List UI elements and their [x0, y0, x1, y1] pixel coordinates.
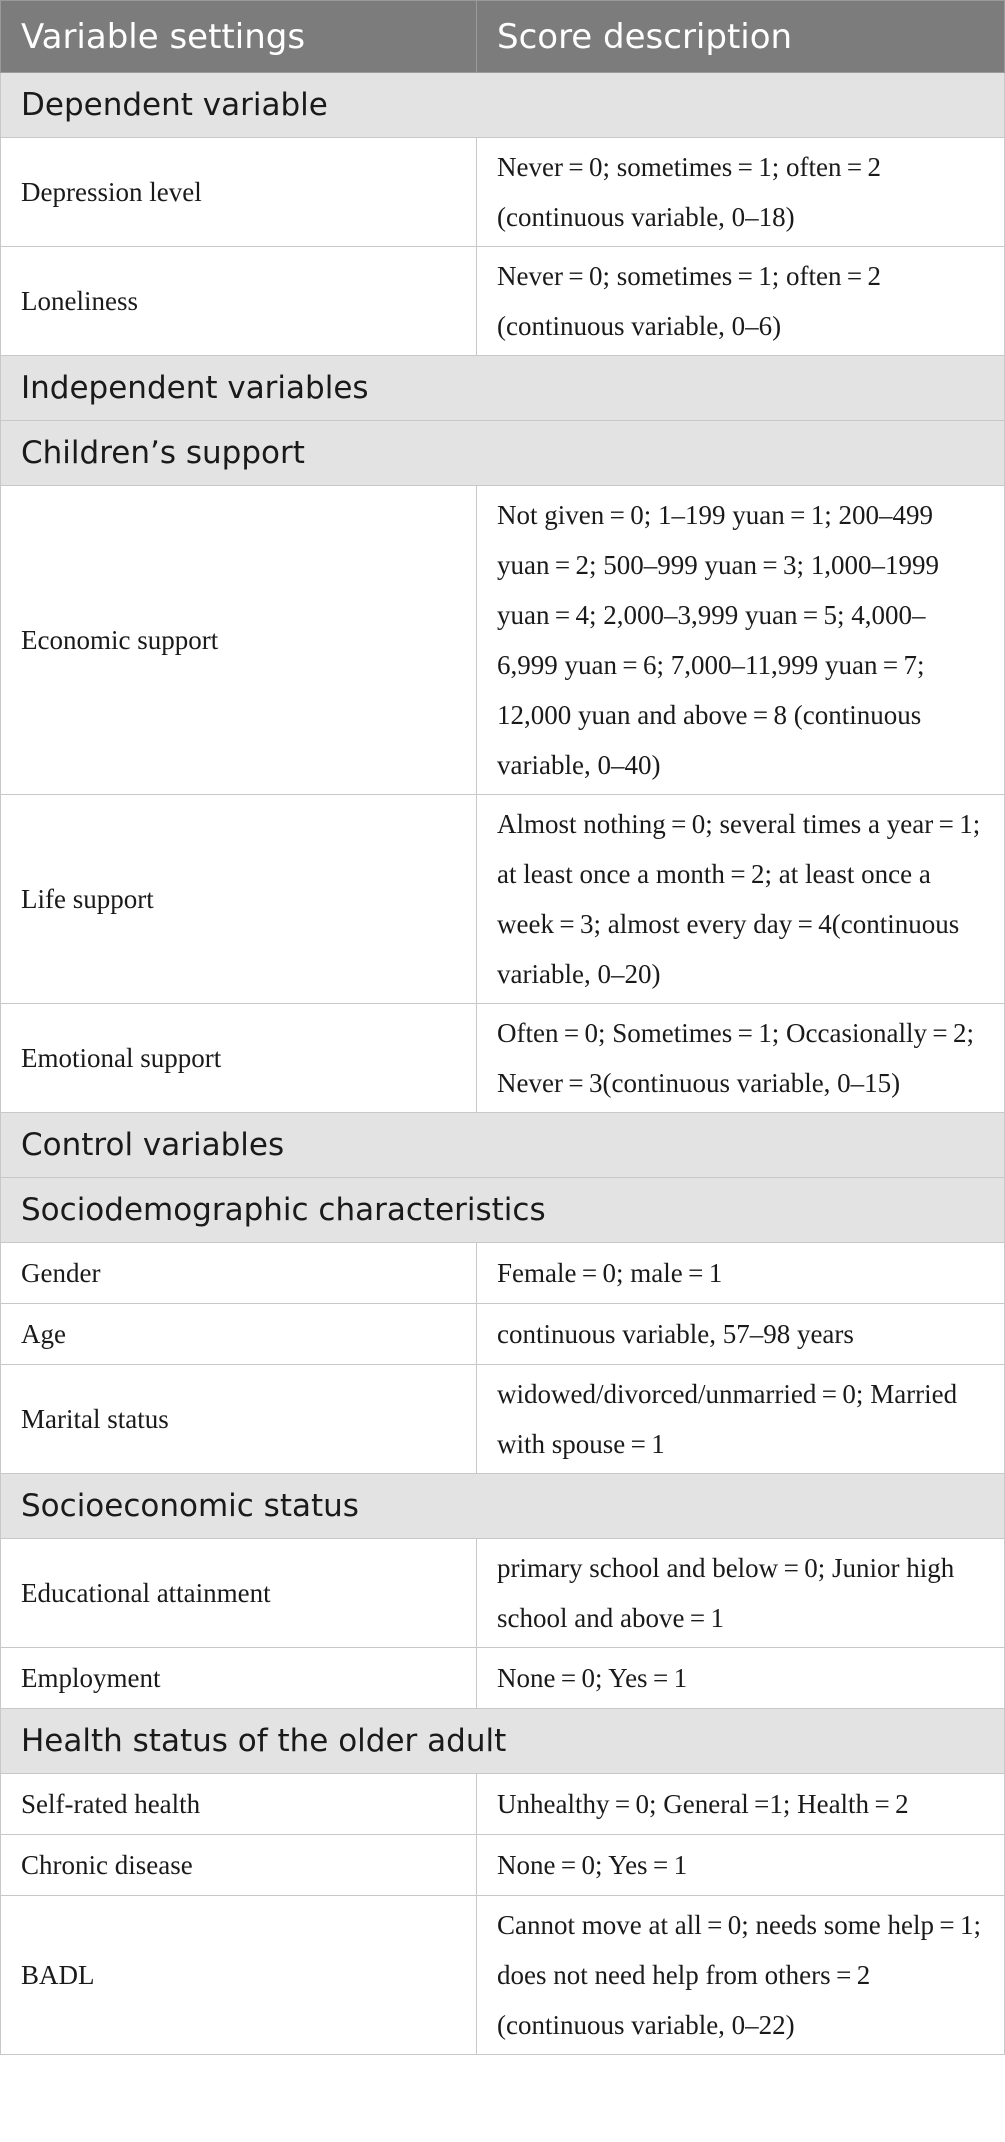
- variable-cell: Depression level: [1, 138, 477, 247]
- description-cell: Female = 0; male = 1: [477, 1243, 1005, 1304]
- table-row: [1, 1774, 1005, 1835]
- description-cell: Unhealthy = 0; General =1; Health = 2: [477, 1774, 1005, 1835]
- variable-cell: BADL: [1, 1896, 477, 2055]
- description-cell: None = 0; Yes = 1: [477, 1648, 1005, 1709]
- section-label: Independent variables: [1, 356, 1005, 421]
- description-cell: None = 0; Yes = 1: [477, 1835, 1005, 1896]
- description-cell: continuous variable, 57–98 years: [477, 1304, 1005, 1365]
- section-label: Sociodemographic characteristics: [1, 1178, 1005, 1243]
- table-row: [1, 1304, 1005, 1365]
- section-row: [1, 1113, 1005, 1178]
- description-cell: Never = 0; sometimes = 1; often = 2 (continuous variable, 0–6): [477, 247, 1005, 356]
- section-label: Socioeconomic status: [1, 1474, 1005, 1539]
- variable-cell: Chronic disease: [1, 1835, 477, 1896]
- section-row: [1, 421, 1005, 486]
- variable-cell: Self-rated health: [1, 1774, 477, 1835]
- variable-cell: Loneliness: [1, 247, 477, 356]
- description-cell: Cannot move at all = 0; needs some help = 1; does not need help from others = 2 (continuous variable, 0–22): [477, 1896, 1005, 2055]
- variable-cell: Educational attainment: [1, 1539, 477, 1648]
- table-row: [1, 1648, 1005, 1709]
- header-variable-settings: Variable settings: [1, 1, 477, 73]
- section-row: [1, 1474, 1005, 1539]
- section-label: Health status of the older adult: [1, 1709, 1005, 1774]
- table-row: [1, 247, 1005, 356]
- description-cell: primary school and below = 0; Junior high school and above = 1: [477, 1539, 1005, 1648]
- variable-cell: Age: [1, 1304, 477, 1365]
- section-row: [1, 1709, 1005, 1774]
- table-row: [1, 1835, 1005, 1896]
- table-header: [1, 1, 1005, 73]
- section-label: Children’s support: [1, 421, 1005, 486]
- variable-cell: Marital status: [1, 1365, 477, 1474]
- description-cell: widowed/divorced/unmarried = 0; Married with spouse = 1: [477, 1365, 1005, 1474]
- section-row: [1, 73, 1005, 138]
- variable-cell: Emotional support: [1, 1004, 477, 1113]
- variable-cell: Life support: [1, 795, 477, 1004]
- section-row: [1, 1178, 1005, 1243]
- description-cell: Never = 0; sometimes = 1; often = 2 (continuous variable, 0–18): [477, 138, 1005, 247]
- section-label: Dependent variable: [1, 73, 1005, 138]
- variable-cell: Gender: [1, 1243, 477, 1304]
- variable-cell: Employment: [1, 1648, 477, 1709]
- section-label: Control variables: [1, 1113, 1005, 1178]
- description-cell: Often = 0; Sometimes = 1; Occasionally = 2; Never = 3(continuous variable, 0–15): [477, 1004, 1005, 1113]
- table-row: [1, 1539, 1005, 1648]
- variable-cell: Economic support: [1, 486, 477, 795]
- table-row: [1, 1365, 1005, 1474]
- description-cell: Almost nothing = 0; several times a year = 1; at least once a month = 2; at least once a week = 3; almost every day = 4(continuous variable, 0–20): [477, 795, 1005, 1004]
- table-row: [1, 138, 1005, 247]
- table-row: [1, 486, 1005, 795]
- table-row: [1, 1004, 1005, 1113]
- table-row: [1, 1896, 1005, 2055]
- table-body: [1, 73, 1005, 2055]
- header-row: [1, 1, 1005, 73]
- section-row: [1, 356, 1005, 421]
- table-row: [1, 795, 1005, 1004]
- header-score-description: Score description: [477, 1, 1005, 73]
- table-row: [1, 1243, 1005, 1304]
- description-cell: Not given = 0; 1–199 yuan = 1; 200–499 yuan = 2; 500–999 yuan = 3; 1,000–1999 yuan = 4; 2,000–3,999 yuan = 5; 4,000–6,999 yuan = 6; 7,000–11,999 yuan = 7; 12,000 yuan and above = 8 (continuous variable, 0–40): [477, 486, 1005, 795]
